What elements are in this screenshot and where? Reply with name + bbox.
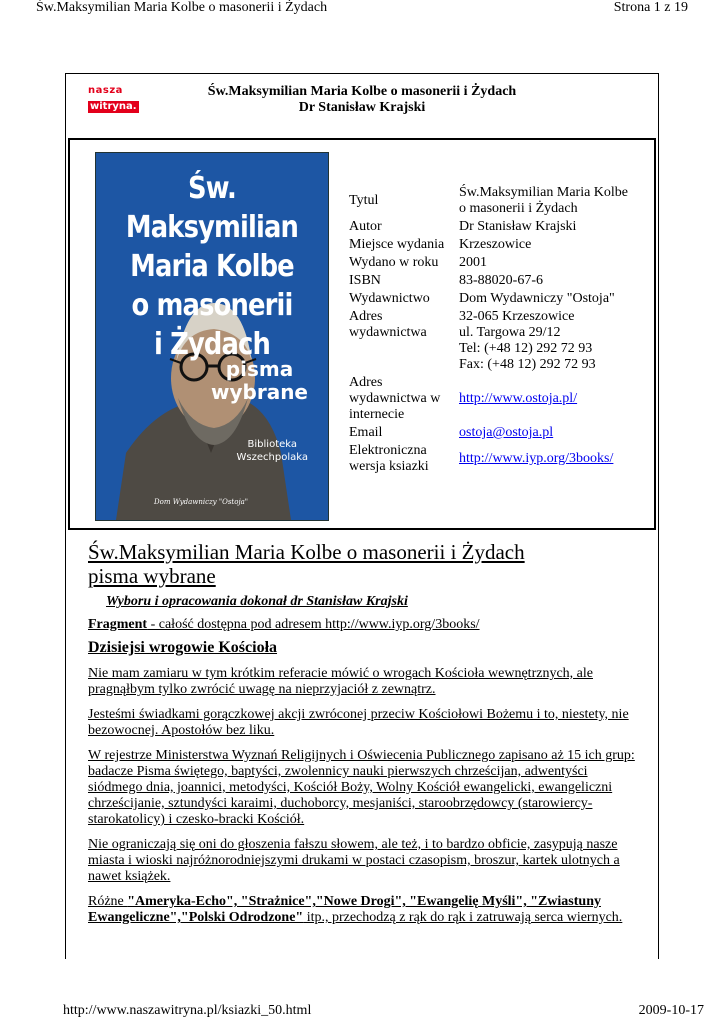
paragraph: Nie ograniczają się oni do głoszenia fałszu słowem, ale też, i to bardzo obficie, zasypują nasze miasta i wioski najróżnorodniejszymi drukami w postaci czasopism, broszur, kartek ulotnych a nawet książek. bbox=[88, 837, 620, 884]
meta-value bbox=[459, 424, 629, 442]
cover-title-line: i Żydach bbox=[153, 327, 271, 362]
cover-series-line: Wszechpolaka bbox=[236, 452, 308, 463]
meta-key: Email bbox=[349, 425, 383, 440]
page-header bbox=[36, 0, 688, 20]
article-editor-note: Wyboru i opracowania dokonał dr Stanisław Krajski bbox=[106, 594, 408, 609]
meta-key-line: wydawnictwa bbox=[349, 325, 427, 340]
table-row bbox=[349, 290, 629, 308]
paragraph bbox=[88, 894, 640, 926]
article-title-line: Św.Maksymilian Maria Kolbe o masonerii i Żydach bbox=[88, 540, 525, 564]
meta-key bbox=[349, 374, 459, 424]
meta-value-line: Tel: (+48 12) 292 72 93 bbox=[459, 341, 593, 356]
meta-value-line: 32-065 Krzeszowice bbox=[459, 309, 575, 324]
meta-value: Krzeszowice bbox=[459, 237, 532, 252]
cover-subtitle-line: pisma bbox=[225, 357, 294, 381]
table-row bbox=[349, 272, 629, 290]
publisher-website-link[interactable]: http://www.ostoja.pl/ bbox=[459, 391, 578, 406]
paragraph: Nie mam zamiaru w tym krótkim referacie mówić o wrogach Kościoła wewnętrznych, ale pragnąłbym tylko zwrócić uwagę na nieprzyjaciół z zewnątrz. bbox=[88, 666, 593, 697]
fragment-source-text: - całość dostępna pod adresem http://www.iyp.org/3books/ bbox=[147, 617, 480, 632]
paragraph: Jesteśmi świadkami gorączkowej akcji zwróconej przeciw Kościołowi Bożemu i to, niestety, nie bezowocnej. Apostołów bez liku. bbox=[88, 707, 629, 738]
cover-subtitle-line: wybrane bbox=[211, 380, 308, 404]
article-body bbox=[88, 540, 640, 926]
cover-title-line: Św. Maksymilian bbox=[125, 171, 299, 245]
meta-key: Wydano w roku bbox=[349, 255, 439, 270]
meta-key: ISBN bbox=[349, 273, 381, 288]
cover-title bbox=[112, 169, 312, 364]
section-heading: Dzisiejsi wrogowie Kościoła bbox=[88, 639, 278, 656]
document-title bbox=[66, 84, 658, 116]
table-row bbox=[349, 184, 629, 218]
meta-value bbox=[459, 374, 629, 424]
article-title-line: pisma wybrane bbox=[88, 564, 216, 588]
publisher-email-link[interactable]: ostoja@ostoja.pl bbox=[459, 425, 554, 440]
header-title: Św.Maksymilian Maria Kolbe o masonerii i Żydach bbox=[36, 0, 328, 15]
cover-series bbox=[237, 438, 308, 464]
table-row bbox=[349, 236, 629, 254]
book-info-box bbox=[68, 138, 656, 530]
meta-key-line: wydawnictwa w bbox=[349, 391, 441, 406]
meta-value: Dom Wydawniczy "Ostoja" bbox=[459, 291, 615, 306]
meta-value-line: Fax: (+48 12) 292 72 93 bbox=[459, 357, 596, 372]
logo-text-top: nasza bbox=[88, 85, 123, 96]
meta-key-line: Elektroniczna bbox=[349, 443, 427, 458]
meta-key-line: Adres bbox=[349, 375, 383, 390]
paragraph-bold-text: "Ameryka-Echo", "Strażnice","Nowe Drogi", "Ewangelię Myśli", "Zwiastuny Ewangeliczne","Polski Odrodzone" bbox=[88, 894, 601, 925]
meta-value bbox=[459, 308, 629, 374]
ebook-link[interactable]: http://www.iyp.org/3books/ bbox=[459, 451, 614, 466]
meta-value: Dr Stanisław Krajski bbox=[459, 219, 577, 234]
cover-title-line: o masonerii bbox=[131, 288, 293, 323]
meta-value-line: Św.Maksymilian Maria Kolbe bbox=[459, 185, 629, 200]
cover-series-line: Biblioteka bbox=[247, 439, 298, 450]
meta-value: 2001 bbox=[459, 255, 487, 270]
table-row bbox=[349, 254, 629, 272]
cover-publisher: Dom Wydawniczy "Ostoja" bbox=[154, 498, 249, 506]
table-row bbox=[349, 218, 629, 236]
table-row bbox=[349, 374, 629, 424]
meta-key bbox=[349, 442, 459, 476]
meta-value bbox=[459, 184, 629, 218]
fragment-label: Fragment bbox=[88, 617, 148, 632]
book-metadata-table bbox=[349, 184, 629, 476]
meta-key-line: internecie bbox=[349, 407, 405, 422]
logo-text-bottom: witryna. bbox=[90, 101, 137, 112]
meta-key-line: Adres bbox=[349, 309, 383, 324]
meta-value: 83-88020-67-6 bbox=[459, 273, 543, 288]
meta-key: Autor bbox=[349, 219, 382, 234]
book-cover-image bbox=[95, 152, 329, 521]
meta-value bbox=[459, 442, 629, 476]
paragraph-text: Różne bbox=[88, 894, 128, 909]
meta-key: Wydawnictwo bbox=[349, 291, 430, 306]
fragment-note bbox=[88, 617, 640, 633]
meta-key: Tytul bbox=[349, 193, 379, 208]
meta-key bbox=[349, 308, 459, 374]
meta-value-line: o masonerii i Żydach bbox=[459, 201, 578, 216]
paragraph-text: itp., przechodzą z rąk do rąk i zatruwają serca wiernych. bbox=[303, 910, 623, 925]
meta-key-line: wersja ksiazki bbox=[349, 459, 429, 474]
footer-date: 2009-10-17 bbox=[638, 1003, 704, 1018]
cover-subtitle bbox=[211, 358, 308, 404]
footer-url: http://www.naszawitryna.pl/ksiazki_50.html bbox=[63, 1003, 312, 1018]
document-title-line: Św.Maksymilian Maria Kolbe o masonerii i Żydach bbox=[207, 84, 517, 99]
header-page-number: Strona 1 z 19 bbox=[613, 0, 688, 15]
document-author-line: Dr Stanisław Krajski bbox=[298, 100, 426, 115]
paragraph: W rejestrze Ministerstwa Wyznań Religijnych i Oświecenia Publicznego zapisano aż 15 ich grup: badacze Pisma świętego, baptyści, zwolennicy nauki pierwszych chrześcijan, adwentyści siódmego dnia, joannici, metodyści, Kościół Boży, Wolny Kościół ewangelicki, ewangeliczni chrześcijanie, sztundyści karaimi, duchoborcy, mesjaniści, staroobrzędowcy (starowiercy-starokatolicy) i czesko-bracki Kościół. bbox=[88, 748, 635, 827]
table-row bbox=[349, 424, 629, 442]
article-title bbox=[88, 540, 640, 588]
table-row bbox=[349, 308, 629, 374]
table-row bbox=[349, 442, 629, 476]
cover-title-line: Maria Kolbe bbox=[130, 249, 294, 284]
meta-key: Miejsce wydania bbox=[349, 237, 445, 252]
meta-value-line: ul. Targowa 29/12 bbox=[459, 325, 561, 340]
